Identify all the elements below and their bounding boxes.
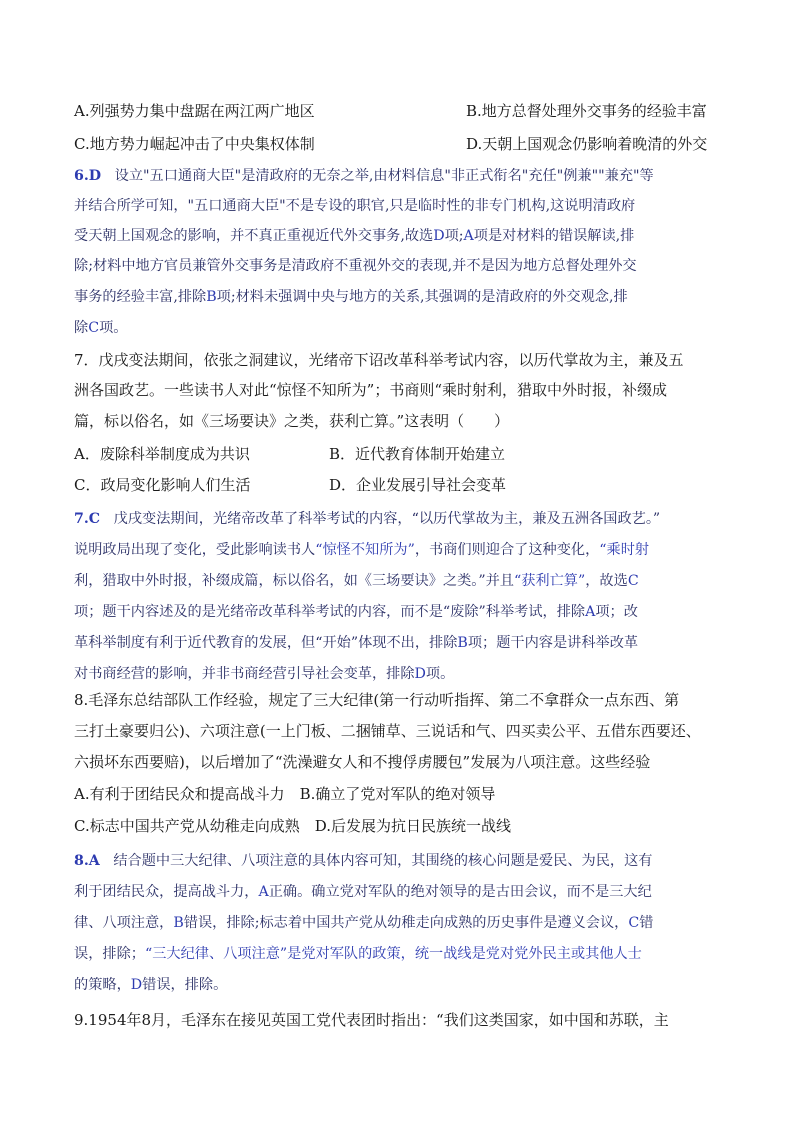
exp8-line-3: 律、八项注意，B错误，排除;标志着中国共产党从幼稚走向成熟的历史事件是遵义会议，C错	[74, 915, 654, 931]
q7-line-3: 篇，标以俗名，如《三场要诀》之类，获利亡算。”这表明（ ）	[74, 412, 510, 430]
exp7-line-6: 对书商经营的影响，并非书商经营引导社会变革，排除D项。	[74, 666, 455, 682]
exp8-line-1: 8.A 结合题中三大纪律、八项注意的具体内容可知，其围绕的核心问题是爱民、为民，这有	[74, 853, 653, 869]
q7-option-row-1	[74, 443, 506, 465]
q5-option-b: B.地方总督处理外交事务的经验丰富	[466, 102, 707, 120]
exp6-line-6: 除C项。	[74, 320, 128, 336]
exp7-label: 7.C	[74, 511, 101, 527]
q7-line-2: 洲各国政艺。一些读书人对此“惊怪不知所为”；书商则“乘时射利，猎取中外时报，补缀成	[74, 381, 668, 399]
q8-line-1: 8.毛泽东总结部队工作经验，规定了三大纪律(第一行动听指挥、第二不拿群众一点东西、第	[74, 691, 680, 709]
q7-line-1: 7．戊戌变法期间，依张之洞建议，光绪帝下诏改革科举考试内容，以历代掌故为主，兼及五	[74, 351, 684, 369]
q5-option-a: A.列强势力集中盘踞在两江两广地区	[74, 102, 315, 120]
q7-option-row-2	[74, 474, 507, 496]
q7-option-d: D．企业发展引导社会变革	[329, 476, 507, 494]
exp8-line-2: 利于团结民众，提高战斗力，A正确。确立党对军队的绝对领导的是古田会议，而不是三大纪	[74, 884, 652, 900]
q5-option-row-2	[74, 133, 708, 155]
exp6-line-4: 除;材料中地方官员兼管外交事务是清政府不重视外交的表现,并不是因为地方总督处理外交	[74, 258, 637, 274]
q8-line-3: 六损坏东西要赔)，以后增加了“洗澡避女人和不搜俘虏腰包”发展为八项注意。这些经验	[74, 753, 651, 771]
q8-option-row-2: C.标志中国共产党从幼稚走向成熟 D.后发展为抗日民族统一战线	[74, 817, 511, 835]
exp6-line-2: 并结合所学可知，"五口通商大臣"不是专设的职官,只是临时性的非专门机构,这说明清政府	[74, 198, 636, 214]
q7-option-a: A．废除科举制度成为共识	[74, 445, 250, 463]
exp7-line-3: 利，猎取中外时报，补缀成篇，标以俗名，如《三场要诀》之类。”并且“获利亡算”，故选C	[74, 573, 639, 589]
q7-option-b: B．近代教育体制开始建立	[329, 445, 506, 463]
q5-option-c: C.地方势力崛起冲击了中央集权体制	[74, 135, 315, 153]
q8-option-row-1: A.有利于团结民众和提高战斗力 B.确立了党对军队的绝对领导	[74, 785, 496, 803]
exp6-line-3: 受天朝上国观念的影响，并不真正重视近代外交事务,故选D项;A项是对材料的错误解读,排	[74, 228, 635, 244]
q5-option-row-1	[74, 100, 707, 122]
exp7-line-4: 项；题干内容述及的是光绪帝改革科举考试的内容，而不是“废除”科举考试，排除A项；改	[74, 604, 638, 620]
exp6-label: 6.D	[74, 168, 102, 184]
exp7-line-5: 革科举制度有利于近代教育的发展，但“开始”体现不出，排除B项；题干内容是讲科举改革	[74, 635, 639, 651]
exp8-label: 8.A	[74, 853, 100, 869]
q7-option-c: C．政局变化影响人们生活	[74, 476, 251, 494]
q8-line-2: 三打土豪要归公)、六项注意(一上门板、二捆铺草、三说话和气、四买卖公平、五借东西要还、	[74, 722, 701, 740]
exp8-line-4: 误，排除；“三大纪律、八项注意”是党对军队的政策，统一战线是党对党外民主或其他人士	[74, 946, 642, 962]
q5-option-d: D.天朝上国观念仍影响着晚清的外交	[466, 135, 708, 153]
exp6-line-5: 事务的经验丰富,排除B项;材料未强调中央与地方的关系,其强调的是清政府的外交观念,排	[74, 289, 628, 305]
q9-line-1: 9.1954年8月，毛泽东在接见英国工党代表团时指出：“我们这类国家，如中国和苏联，主	[74, 1011, 669, 1029]
exp8-line-5: 的策略，D错误，排除。	[74, 977, 228, 993]
exp7-line-2: 说明政局出现了变化，受此影响读书人“惊怪不知所为”，书商们则迎合了这种变化，“乘时射	[74, 542, 650, 558]
exp7-line-1: 7.C 戊戌变法期间，光绪帝改革了科举考试的内容，“以历代掌故为主，兼及五洲各国政艺。”	[74, 511, 661, 527]
exp6-line-1: 6.D 设立"五口通商大臣"是清政府的无奈之举,由材料信息"非正式衔名"充任"例兼""兼充"等	[74, 168, 654, 184]
